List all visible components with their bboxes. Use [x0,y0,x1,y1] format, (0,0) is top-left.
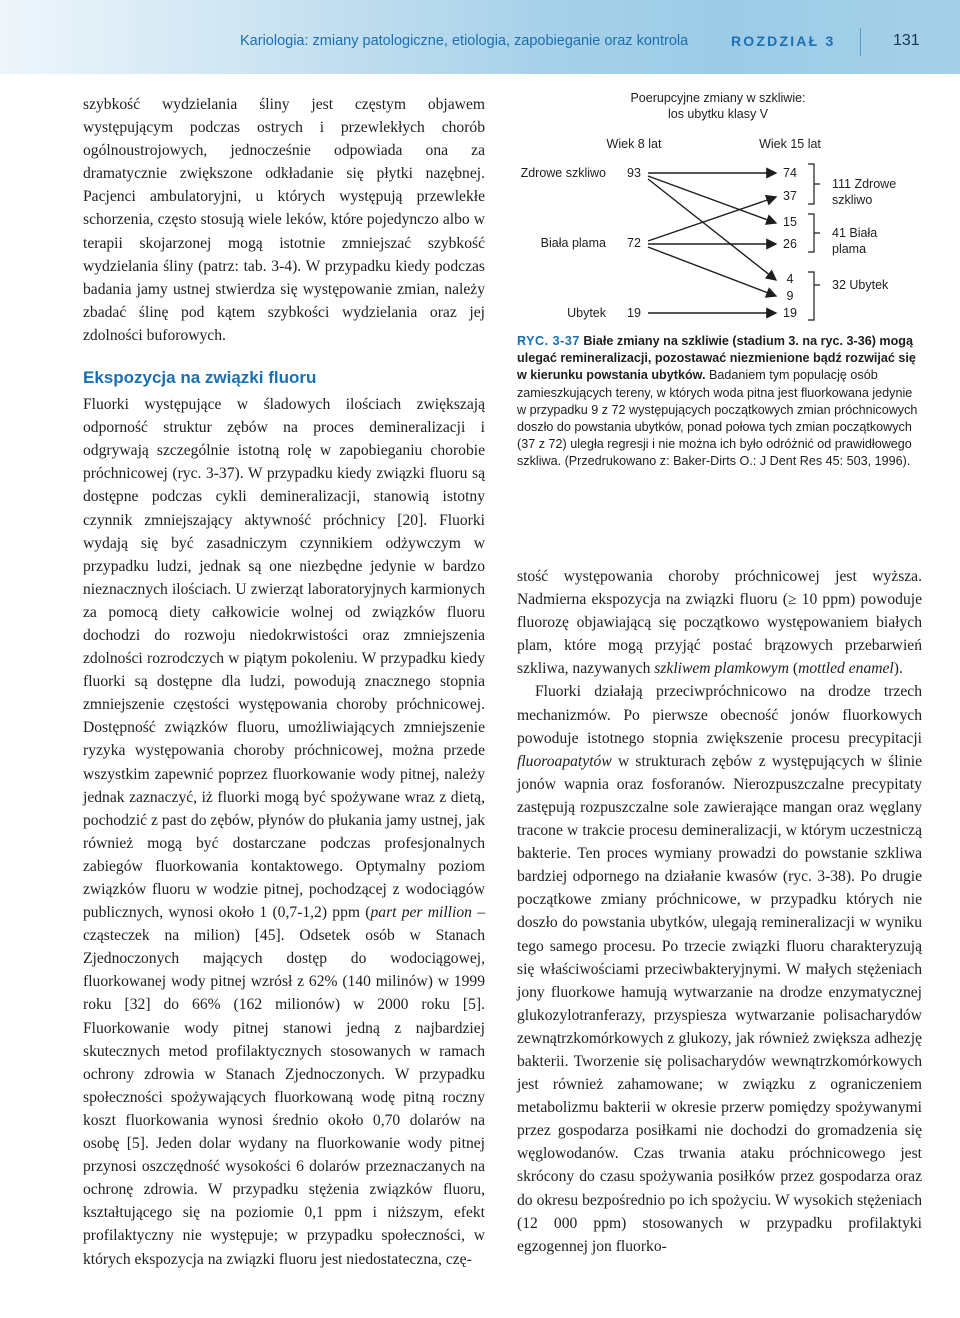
page-header [0,0,960,74]
running-title: Kariologia: zmiany patologiczne, etiologia, zapobieganie oraz kontrola [240,33,689,49]
caption-body: Badaniem tym populację osób zamieszkujących tereny, w których woda pitna jest fluorkowana jedynie w przypadku 9 z 72 występujących początkowych zmian próchnicowych doszło do powstania ubytków, ponad połowa tych zmian początkowych (37 z 72) uległa regresji i nie można ich było odróżnić od prawidłowego szkliwa. (Przedrukowano z: Baker-Dirts O.: J Dent Res 45: 503, 1996). [517,368,918,469]
arrow-white-to-healthy [648,197,776,241]
paragraph-fluoride-part1: Fluorki występujące w śladowych ilościach zwiększają odporność struktur zębów na proces demineralizacji i odgrywają szczególnie istotną rolę w zapobieganiu chorobie próchnicowej (ryc. 3-37). W przypadku kiedy związki fluoru są dostępne podczas cykli demineralizacji, stanowią istotny czynnik zmniejszający aktywność próchnicy [20]. Fluorki wydają się być zasadniczym czynnikiem odżywczym w przypadku ludzi, jednak są one niezbędne jedynie w bardzo nieznacznych ilościach. U zwierząt laboratoryjnych karmionych za pomocą diety całkowicie wolnej od związków fluoru dochodzi do rozwoju niedokrwistości oraz zmniejszenia zdolności rozrodczych w piątym pokoleniu. W przypadku kiedy fluorki są dostępne dla ludzi, powodują znacznego stopnia zmniejszenie częstości występowania choroby próchnicowej. Dostępność związków fluoru, umożliwiających zmniejszenie ryzyka występowania choroby próchnicowej, można przede wszystkim zapewnić poprzez fluorkowanie wody pitnej, należy jednak zaznaczyć, iż fluorki mogą być spożywane wraz z dietą, pochodzić z past do zębów, płynów do płukania jamy ustnej, jak również mogą być dostarczane podczas profesjonalnych zabiegów fluorkowania kontaktowego. Optymalny poziom związków fluoru w wodzie pitnej, pochodzącej z wodociągów publicznych, wynosi około 1 (0,7-1,2) ppm ( [83,396,485,922]
paragraph-fluoride-italic: part per million [370,904,472,922]
paragraph-mechanisms [517,680,922,1257]
paragraph-fluorosis-end: ). [893,660,903,678]
total-healthy-line1: 111 Zdrowe [832,177,897,191]
paragraph-mechanisms-part2: w strukturach zębów z występujących w ślinie jonów wapnia oraz fosforanów. Nierozpuszczalne precypitaty zastępują rozpuszczalne sole zawierające mangan oraz węglany tracone w trakcie procesu demineralizacji, w którym uczestniczą bakterie. Ten proces wymiany prowadzi do powstanie szkliwa bardziej odpornego na działanie kwasów (ryc. 3-38). Po drugie początkowe zmiany próchnicowe, w przypadku których nie doszło do powstania ubytków, ulegają remineralizacji w wyniku tego samego procesu. Po trzecie związki fluoru charakteryzują się właściwościami przeciwbakteryjnymi. W małych stężeniach jony fluorkowe hamują wytwarzanie na drodze enzymatycznej glukozylotranferazy, przyspiesza wytwarzanie polisacharydów zewnątrzkomórkowych z glukozy, jak również zwiększa adhezję bakterii. Tworzenie się polisacharydów wewnątrzkomórkowych jest również zahamowane; w związku z ograniczeniem metabolizmu bakterii w okresie przerw pomiędzy spożywanymi przez gospodarza posiłkami nie dochodzi do gromadzenia się węglowodanów. Czas trwania ataku próchnicowego jest skrócony do czasu spożywania posiłków przez gospodarza oraz do okresu bezpośrednio po ich spożyciu. W wysokich stężeniach (12 000 ppm) stosowanych w przypadku profilaktyki egzogennej jon fluorko- [517,752,922,1255]
age15-value-15: 15 [783,215,797,229]
row-label-white-spot: Biała plama [540,236,606,250]
total-white-line2: plama [832,242,867,256]
age8-value-healthy: 93 [627,166,641,180]
figure-title-line2: los ubytku klasy V [667,107,769,121]
caption-bold-text: Białe zmiany na szkliwie (stadium 3. na ryc. 3-36) mogą ulegać remineralizacji, pozostawać niezmienione bądź rozwijać się w kierunku powstania ubytków. [517,334,916,383]
column-label-age8: Wiek 8 lat [606,137,662,151]
age15-value-9: 9 [786,289,794,303]
row-label-caries: Ubytek [567,306,606,320]
paragraph-saliva: szybkość wydzielania śliny jest częstym objawem występującym podczas ostrych i przewlekłych chorób ogólnoustrojowych, jednocześnie odpowiada ona za dramatycznie zwiększone odkładanie się płytki nazębnej. Pacjenci ambulatoryjni, u których występują przewlekłe schorzenia, często stosują wiele leków, które pojedynczo albo w terapii skojarzonej mogą istotnie zmniejszać szybkość wydzielania śliny (patrz: tab. 3-4). W przypadku kiedy podczas badania jamy ustnej stwierdza się występowanie zmian, należy zbadać ślinę pod kątem szybkości wydzielania oraz jej zdolności buforowych. [83,96,485,344]
paragraph-fluoride [83,393,485,1271]
header-divider [860,28,861,56]
age15-value-19: 19 [783,306,797,320]
column-label-age15: Wiek 15 lat [759,137,821,151]
bracket-healthy [808,164,820,204]
age15-value-4: 4 [786,272,794,286]
arrow-white-to-caries [648,247,776,296]
arrow-healthy-to-caries [648,179,776,280]
bracket-caries [808,272,820,320]
row-label-healthy: Zdrowe szkliwo [520,166,606,180]
total-white-line1: 41 Biała [832,226,878,240]
figure-enamel-diagram [510,82,930,322]
paragraph-mechanisms-part1: Fluorki działają przeciwpróchnicowo na drodze trzech mechanizmów. Po pierwsze obecność jonów fluorkowych powoduje istotnego stopnia zwiększenie procesu precypitacji [517,683,922,747]
paragraph-fluorosis-mid: ( [788,660,799,678]
total-healthy-line2: szkliwo [832,193,873,207]
figure-title-line1: Poerupcyjne zmiany w szkliwie: [630,91,806,105]
chapter-label: ROZDZIAŁ 3 [731,33,836,49]
page-number: 131 [893,32,920,49]
total-caries: 32 Ubytek [832,278,889,292]
paragraph-fluorosis [517,565,922,680]
age15-value-74: 74 [783,166,797,180]
paragraph-mechanisms-italic: fluoroapatytów [517,752,612,770]
paragraph-fluoride-part2: – cząsteczek na milion) [45]. Odsetek osób w Stanach Zjednoczonych mających dostęp do wodociągowej, fluorkowanej wody pitnej wzrósł z 62% (140 milinów) w 1999 roku [32] do 66% (162 milionów) w 2000 roku [5]. Fluorkowanie wody pitnej stanowi jedną z najbardziej skutecznych metod profilaktycznych stosowanych w ramach ochrony zdrowia w Stanach Zjednoczonych. W przypadku społeczności spożywających fluorkowaną wodę pitną roczny koszt fluorkowania wynosi średnio około 0,70 dolarów na osobę [5]. Jeden dolar wydany na fluorkowanie wody pitnej przynosi oszczędność wysokości 6 dolarów przeznaczanych na ochronę zdrowia. W przypadku stężenia związków fluoru, kształtującego się na poziomie 0,1 ppm i niższym, efekt profilaktyczny nie występuje; w przypadku społeczności, w których ekspozycja na związki fluoru jest niedostateczna, czę- [83,904,485,1268]
age8-value-white-spot: 72 [627,236,641,250]
arrow-healthy-to-white [648,176,776,223]
age15-value-26: 26 [783,237,797,251]
left-text-column [83,93,485,1271]
section-heading-fluoride: Ekspozycja na związki fluoru [83,368,317,388]
age8-value-caries: 19 [627,306,641,320]
paragraph-fluorosis-part1: stość występowania choroby próchnicowej jest wyższa. Nadmierna ekspozycja na związki fluoru (≥ 10 ppm) powoduje fluorozę objawiającą się początkowo występowaniem białych plam, które mogą przyjąć postać brązowych przebarwień szkliwa, nazywanych [517,568,922,678]
right-text-column [517,565,922,1258]
caption-label: RYC. 3-37 [517,334,580,348]
bracket-white-spot [808,214,820,252]
figure-caption [517,333,922,471]
age15-value-37: 37 [783,189,797,203]
paragraph-fluorosis-italic1: szkliwem plamkowym [654,660,789,678]
paragraph-fluorosis-italic2: mottled enamel [798,660,894,678]
